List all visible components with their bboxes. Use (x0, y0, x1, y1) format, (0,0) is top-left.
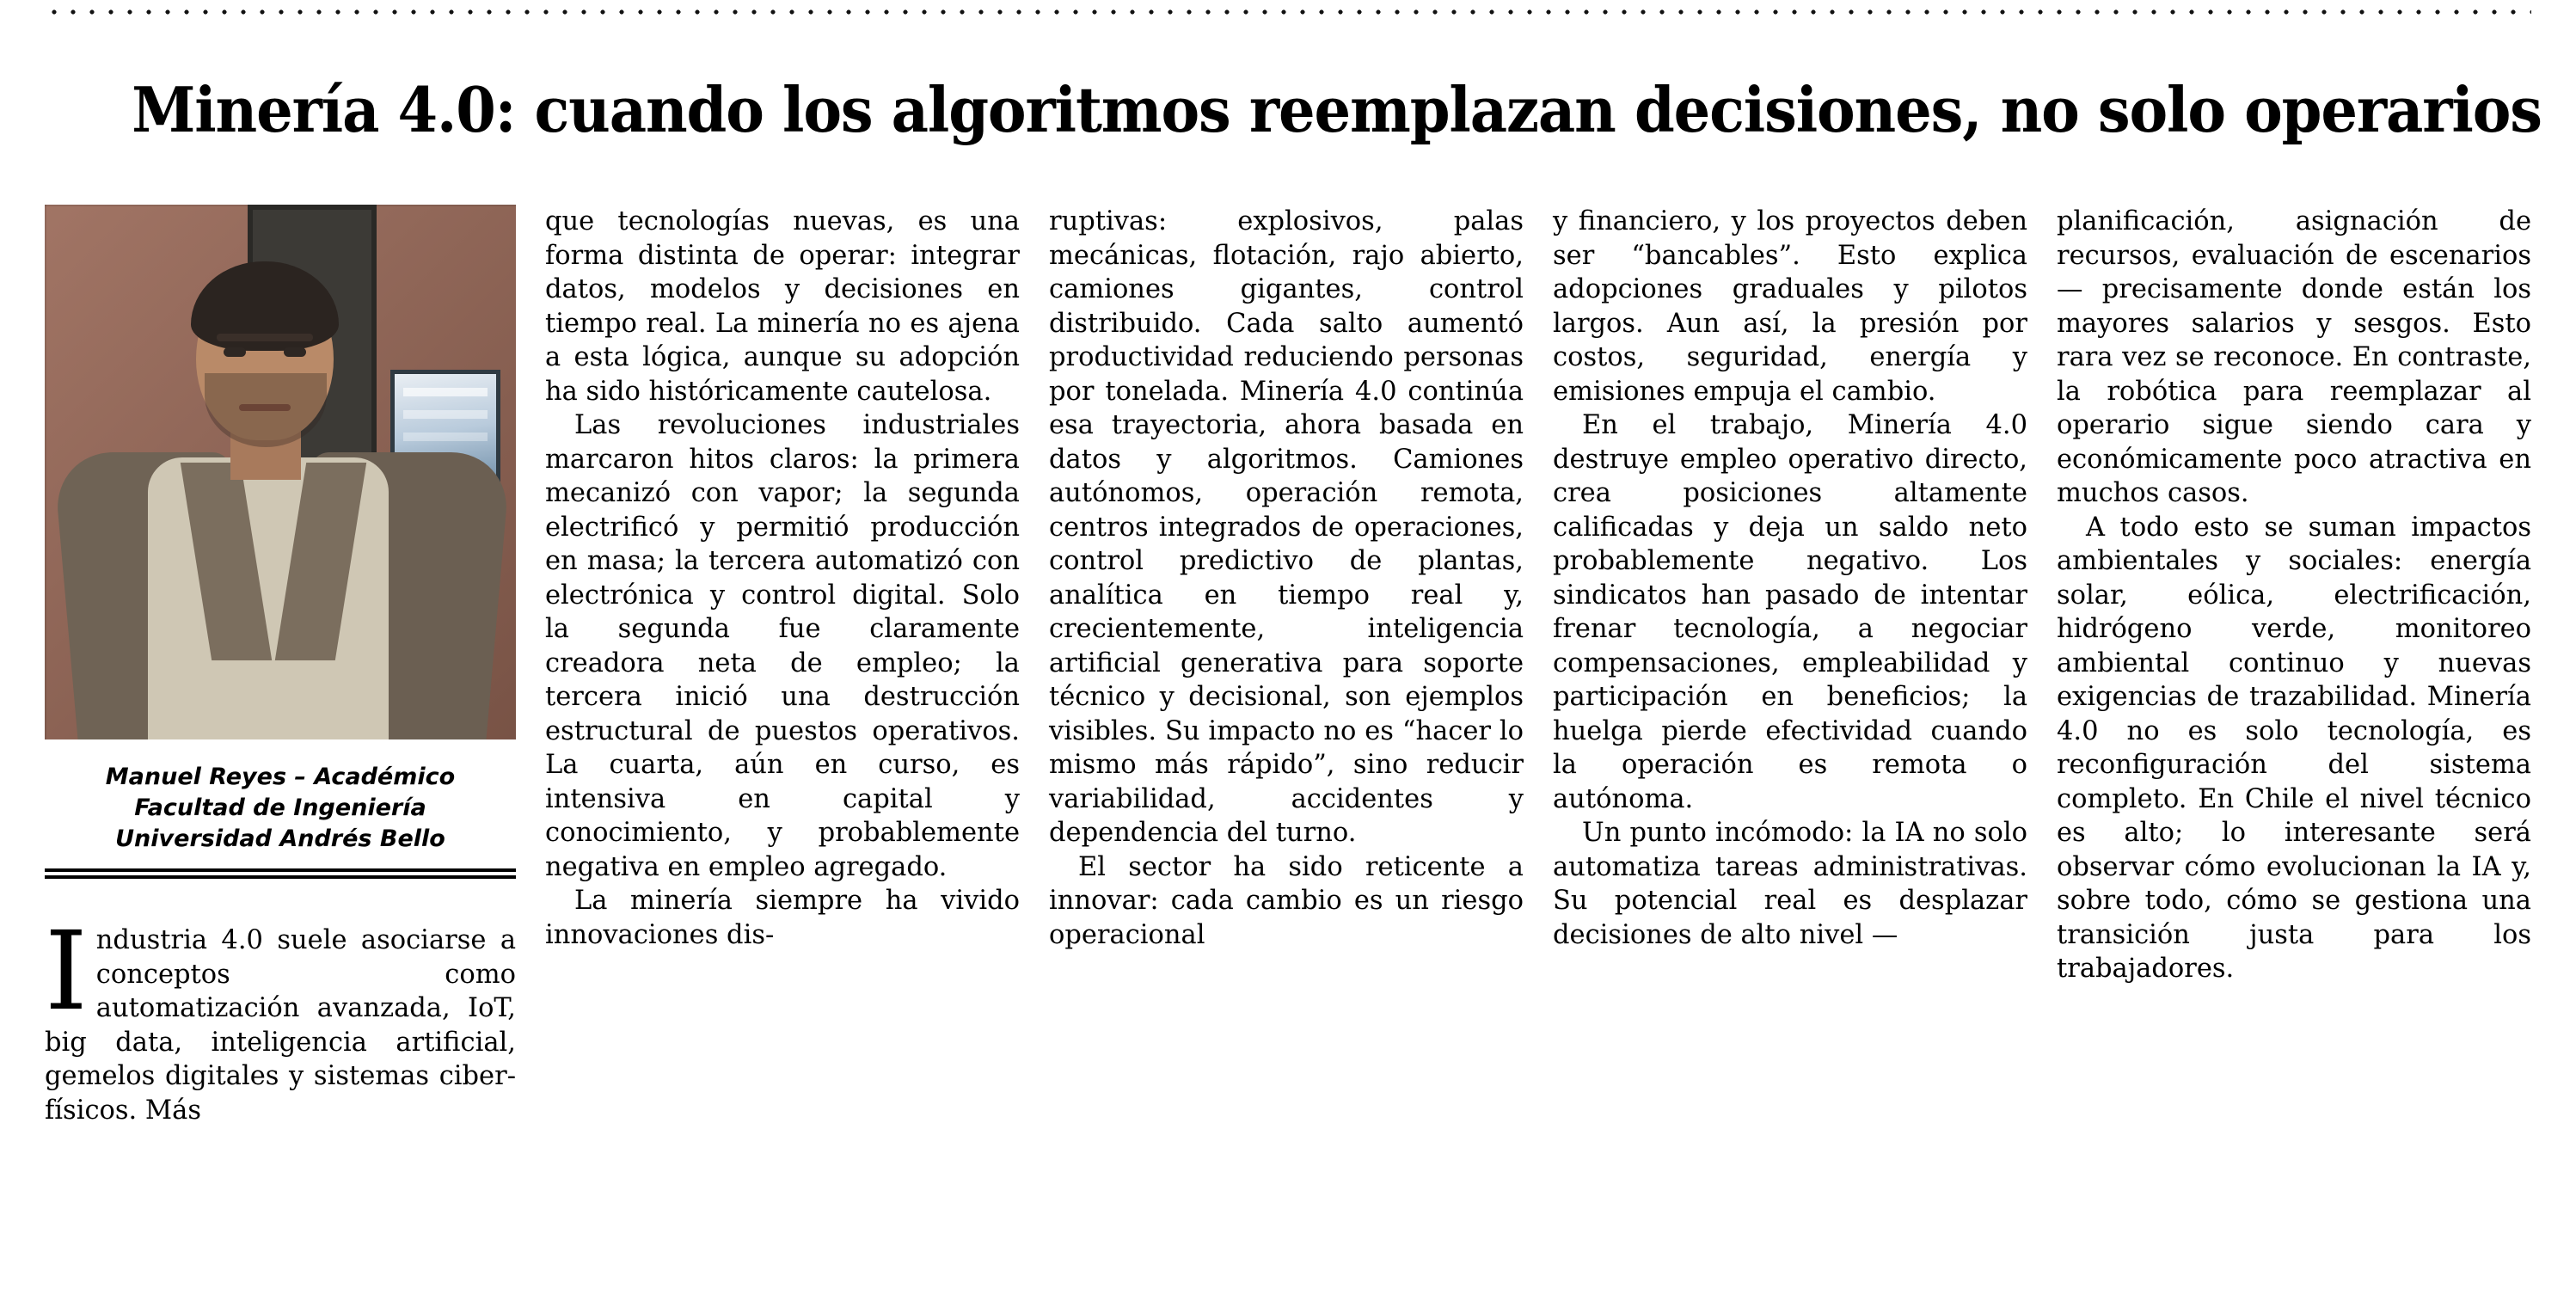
caption-line-1: Manuel Reyes – Académico (105, 764, 456, 790)
eyes (224, 347, 306, 357)
paragraph: Un punto incómodo: la IA no solo automatiza tareas administrativas. Su potencial real es desplazar decisiones de alto nivel — (1553, 818, 2027, 950)
column-3-text (1049, 205, 1524, 952)
paragraph: que tecnologías nuevas, es una forma distinta de operar: integrar datos, modelos y decisiones en tiempo real. La minería no es ajena a esta lógica, aunque su adopción ha sido históricamente cautelosa. (545, 206, 1020, 407)
column-4-text (1553, 205, 2027, 952)
caption-line-3: Universidad Andrés Bello (115, 825, 445, 852)
column-3 (1049, 205, 1524, 1292)
top-dotted-rule (45, 9, 2531, 15)
caption-divider (45, 868, 516, 879)
mouth (239, 404, 291, 411)
paragraph: y financiero, y los proyectos deben ser “bancables”. Esto explica adopciones graduales y pilotos largos. Aun así, la presión por costos, seguridad, energía y emisiones empuja el cambio. (1553, 206, 2027, 407)
article-columns (45, 205, 2531, 1292)
paragraph: Las revoluciones industriales marcaron hitos claros: la primera mecanizó con vapor; la segunda electrificó y permitió producción en masa; la tercera automatizó con electrónica y control digital. Solo la segunda fue claramente creadora neta de empleo; la tercera inició una destrucción estructural de puestos operativos. La cuarta, aún en curso, es intensiva en capital y conocimiento, y probablemente negativa en empleo agregado. (545, 410, 1020, 882)
drop-cap: I (45, 908, 88, 1034)
paragraph: En el trabajo, Minería 4.0 destruye empleo operativo directo, crea posiciones altamente calificadas y deja un saldo neto probablemente negativo. Los sindicatos han pasado de intentar frenar tecnología, a negociar compensaciones, empleabilidad y participación en beneficios; la huelga pierde efectividad cuando la operación es remota o autónoma. (1553, 410, 2027, 814)
column-1 (45, 205, 516, 1292)
column-2-text (545, 205, 1020, 952)
photo-caption (45, 762, 516, 855)
page-title: Minería 4.0: cuando los algoritmos reemplazan decisiones, no solo operarios (132, 73, 2542, 147)
eyebrows (217, 334, 313, 341)
column-5-text (2057, 205, 2531, 986)
paragraph: A todo esto se suman impactos ambientales y sociales: energía solar, eólica, electrificación, hidrógeno verde, monitoreo ambiental continuo y nuevas exigencias de trazabilidad. Minería 4.0 no es solo tecnología, es reconfiguración del sistema completo. En Chile el nivel técnico es alto; lo interesante será observar cómo evolucionan la IA y, sobre todo, cómo se gestiona una transición justa para los trabajadores. (2057, 512, 2531, 984)
portrait-photo (45, 205, 516, 739)
column-2 (545, 205, 1020, 1292)
paragraph: ndustria 4.0 suele asociarse a conceptos como automatización avanzada, IoT, big data, inteligencia artificial, gemelos digitales y sistemas ciber-físicos. Más (45, 925, 516, 1126)
paragraph: El sector ha sido reticente a innovar: cada cambio es un riesgo operacional (1049, 851, 1524, 950)
paragraph: planificación, asignación de recursos, evaluación de escenarios— precisamente donde están los mayores salarios y sesgos. Esto rara vez se reconoce. En contraste, la robótica para reemplazar al operario sigue siendo cara y económicamente poco atractiva en muchos casos. (2057, 206, 2531, 508)
lead-paragraph-block (45, 908, 516, 1127)
caption-line-2: Facultad de Ingeniería (134, 795, 426, 821)
paragraph: ruptivas: explosivos, palas mecánicas, flotación, rajo abierto, camiones gigantes, control distribuido. Cada salto aumentó productividad reduciendo personas por tonelada. Minería 4.0 continúa esa trayectoria, ahora basada en datos y algoritmos. Camiones autónomos, operación remota, centros integrados de operaciones, control predictivo de plantas, analítica en tiempo real y, crecientemente, inteligencia artificial generativa para soporte técnico y decisional, son ejemplos visibles. Su impacto no es “hacer lo mismo más rápido”, sino reducir variabilidad, accidentes y dependencia del turno. (1049, 206, 1524, 848)
paragraph: La minería siempre ha vivido innovaciones dis- (545, 886, 1020, 950)
column-5 (2057, 205, 2531, 1292)
photo-block (45, 205, 516, 879)
column-4 (1553, 205, 2027, 1292)
